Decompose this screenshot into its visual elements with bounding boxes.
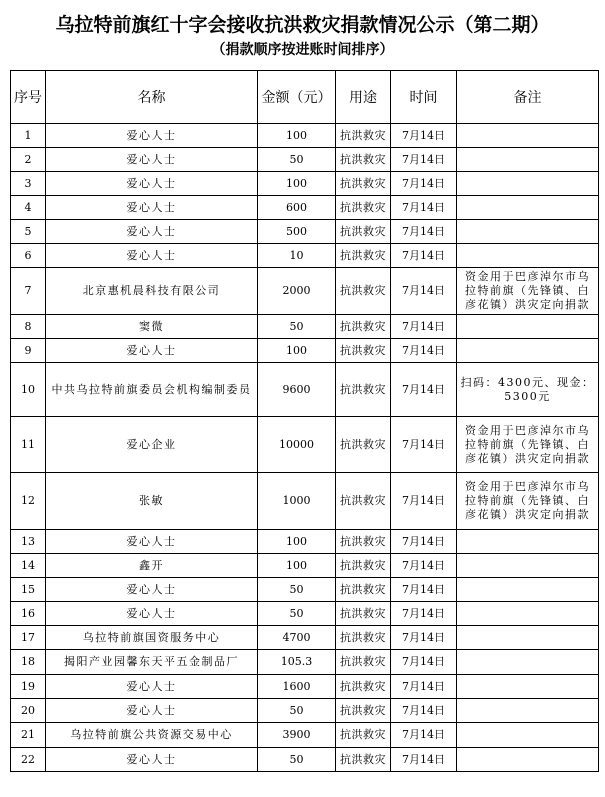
donation-amount: 100 (258, 172, 336, 196)
donation-amount: 105.3 (258, 650, 336, 675)
donor-name: 爱心人士 (46, 675, 258, 699)
donor-name: 爱心人士 (46, 148, 258, 172)
donation-amount: 50 (258, 602, 336, 626)
header-note: 备注 (457, 71, 599, 124)
donation-date: 7月14日 (391, 315, 457, 339)
donation-date: 7月14日 (391, 196, 457, 220)
donation-note (457, 196, 599, 220)
donation-date: 7月14日 (391, 578, 457, 602)
donation-note (457, 650, 599, 675)
table-row (11, 578, 599, 602)
donation-purpose: 抗洪救灾 (336, 268, 391, 315)
donation-purpose: 抗洪救灾 (336, 530, 391, 554)
donation-note: 资金用于巴彦淖尔市乌拉特前旗（先锋镇、白彦花镇）洪灾定向捐款 (457, 417, 599, 473)
donor-name: 爱心人士 (46, 124, 258, 148)
donation-amount: 500 (258, 220, 336, 244)
donor-name: 爱心人士 (46, 244, 258, 268)
donation-note (457, 554, 599, 578)
table-row (11, 748, 599, 772)
row-index: 7 (11, 268, 46, 315)
donation-date: 7月14日 (391, 723, 457, 748)
donor-name: 爱心人士 (46, 699, 258, 723)
donation-purpose: 抗洪救灾 (336, 675, 391, 699)
table-row (11, 650, 599, 675)
page-title: 乌拉特前旗红十字会接收抗洪救灾捐款情况公示（第二期） (55, 14, 550, 36)
donation-note (457, 602, 599, 626)
donation-purpose: 抗洪救灾 (336, 748, 391, 772)
table-row (11, 315, 599, 339)
donation-note (457, 626, 599, 650)
table-row (11, 220, 599, 244)
donor-name: 爱心人士 (46, 748, 258, 772)
donation-amount: 9600 (258, 363, 336, 417)
donation-amount: 50 (258, 578, 336, 602)
row-index: 18 (11, 650, 46, 675)
donation-date: 7月14日 (391, 339, 457, 363)
table-row (11, 417, 599, 473)
donation-note (457, 220, 599, 244)
header-date: 时间 (391, 71, 457, 124)
table-row (11, 124, 599, 148)
donor-name: 窦微 (46, 315, 258, 339)
donor-name: 爱心人士 (46, 339, 258, 363)
donation-date: 7月14日 (391, 602, 457, 626)
donation-date: 7月14日 (391, 172, 457, 196)
donation-purpose: 抗洪救灾 (336, 723, 391, 748)
donation-note (457, 244, 599, 268)
donation-date: 7月14日 (391, 417, 457, 473)
row-index: 3 (11, 172, 46, 196)
table-row (11, 172, 599, 196)
row-index: 21 (11, 723, 46, 748)
donation-amount: 3900 (258, 723, 336, 748)
donor-name: 张敏 (46, 473, 258, 530)
table-row (11, 626, 599, 650)
row-index: 20 (11, 699, 46, 723)
header-amount: 金额（元） (258, 71, 336, 124)
donation-note (457, 578, 599, 602)
donor-name: 爱心企业 (46, 417, 258, 473)
donation-note: 资金用于巴彦淖尔市乌拉特前旗（先锋镇、白彦花镇）洪灾定向捐款 (457, 268, 599, 315)
row-index: 11 (11, 417, 46, 473)
donor-name: 北京惠机晨科技有限公司 (46, 268, 258, 315)
donation-note: 扫码：4300元、现金：5300元 (457, 363, 599, 417)
donation-date: 7月14日 (391, 626, 457, 650)
donor-name: 乌拉特前旗国资服务中心 (46, 626, 258, 650)
table-row (11, 148, 599, 172)
donation-amount: 600 (258, 196, 336, 220)
donation-date: 7月14日 (391, 675, 457, 699)
row-index: 13 (11, 530, 46, 554)
donation-purpose: 抗洪救灾 (336, 148, 391, 172)
donation-purpose: 抗洪救灾 (336, 220, 391, 244)
header-index: 序号 (11, 71, 46, 124)
donation-note: 资金用于巴彦淖尔市乌拉特前旗（先锋镇、白彦花镇）洪灾定向捐款 (457, 473, 599, 530)
donation-date: 7月14日 (391, 244, 457, 268)
donation-purpose: 抗洪救灾 (336, 473, 391, 530)
donation-purpose: 抗洪救灾 (336, 650, 391, 675)
donation-amount: 2000 (258, 268, 336, 315)
donation-amount: 100 (258, 530, 336, 554)
donation-amount: 100 (258, 124, 336, 148)
donation-note (457, 124, 599, 148)
donation-amount: 4700 (258, 626, 336, 650)
row-index: 2 (11, 148, 46, 172)
table-row (11, 530, 599, 554)
donation-purpose: 抗洪救灾 (336, 196, 391, 220)
table-row (11, 339, 599, 363)
donor-name: 爱心人士 (46, 602, 258, 626)
page-subtitle: （捐款顺序按进账时间排序） (211, 42, 394, 58)
donation-date: 7月14日 (391, 473, 457, 530)
row-index: 1 (11, 124, 46, 148)
donation-purpose: 抗洪救灾 (336, 578, 391, 602)
table-row (11, 473, 599, 530)
donation-note (457, 172, 599, 196)
donor-name: 爱心人士 (46, 172, 258, 196)
row-index: 5 (11, 220, 46, 244)
row-index: 22 (11, 748, 46, 772)
table-row (11, 699, 599, 723)
donation-purpose: 抗洪救灾 (336, 363, 391, 417)
row-index: 16 (11, 602, 46, 626)
table-row (11, 675, 599, 699)
row-index: 4 (11, 196, 46, 220)
row-index: 8 (11, 315, 46, 339)
table-row (11, 244, 599, 268)
donation-note (457, 699, 599, 723)
row-index: 19 (11, 675, 46, 699)
donation-note (457, 148, 599, 172)
donation-note (457, 339, 599, 363)
row-index: 15 (11, 578, 46, 602)
table-row (11, 723, 599, 748)
donation-amount: 50 (258, 148, 336, 172)
donor-name: 爱心人士 (46, 220, 258, 244)
donation-date: 7月14日 (391, 530, 457, 554)
header-name: 名称 (46, 71, 258, 124)
donor-name: 揭阳产业园馨东天平五金制品厂 (46, 650, 258, 675)
donation-amount: 10000 (258, 417, 336, 473)
donation-purpose: 抗洪救灾 (336, 699, 391, 723)
header-purpose: 用途 (336, 71, 391, 124)
donation-date: 7月14日 (391, 268, 457, 315)
donation-date: 7月14日 (391, 699, 457, 723)
donor-name: 乌拉特前旗公共资源交易中心 (46, 723, 258, 748)
donor-name: 爱心人士 (46, 530, 258, 554)
donations-table (10, 70, 599, 772)
donation-note (457, 315, 599, 339)
table-row (11, 268, 599, 315)
donation-date: 7月14日 (391, 554, 457, 578)
table-row (11, 363, 599, 417)
donation-note (457, 723, 599, 748)
table-row (11, 554, 599, 578)
donation-amount: 50 (258, 699, 336, 723)
row-index: 14 (11, 554, 46, 578)
donor-name: 中共乌拉特前旗委员会机构编制委员 (46, 363, 258, 417)
donation-date: 7月14日 (391, 748, 457, 772)
donor-name: 爱心人士 (46, 196, 258, 220)
donation-purpose: 抗洪救灾 (336, 626, 391, 650)
donation-purpose: 抗洪救灾 (336, 602, 391, 626)
donation-date: 7月14日 (391, 148, 457, 172)
donation-amount: 100 (258, 339, 336, 363)
donation-purpose: 抗洪救灾 (336, 339, 391, 363)
donor-name: 爱心人士 (46, 578, 258, 602)
donation-amount: 50 (258, 315, 336, 339)
donation-amount: 10 (258, 244, 336, 268)
donation-date: 7月14日 (391, 124, 457, 148)
donation-date: 7月14日 (391, 220, 457, 244)
row-index: 6 (11, 244, 46, 268)
donation-note (457, 675, 599, 699)
donation-date: 7月14日 (391, 650, 457, 675)
donation-amount: 1000 (258, 473, 336, 530)
donation-amount: 50 (258, 748, 336, 772)
donation-purpose: 抗洪救灾 (336, 124, 391, 148)
table-header-row (11, 71, 599, 124)
donation-amount: 100 (258, 554, 336, 578)
donation-purpose: 抗洪救灾 (336, 554, 391, 578)
donation-note (457, 748, 599, 772)
donation-amount: 1600 (258, 675, 336, 699)
table-row (11, 602, 599, 626)
row-index: 17 (11, 626, 46, 650)
donation-purpose: 抗洪救灾 (336, 172, 391, 196)
donation-note (457, 530, 599, 554)
donation-purpose: 抗洪救灾 (336, 315, 391, 339)
row-index: 10 (11, 363, 46, 417)
table-row (11, 196, 599, 220)
donor-name: 鑫开 (46, 554, 258, 578)
row-index: 12 (11, 473, 46, 530)
row-index: 9 (11, 339, 46, 363)
donation-purpose: 抗洪救灾 (336, 244, 391, 268)
donation-date: 7月14日 (391, 363, 457, 417)
donation-purpose: 抗洪救灾 (336, 417, 391, 473)
